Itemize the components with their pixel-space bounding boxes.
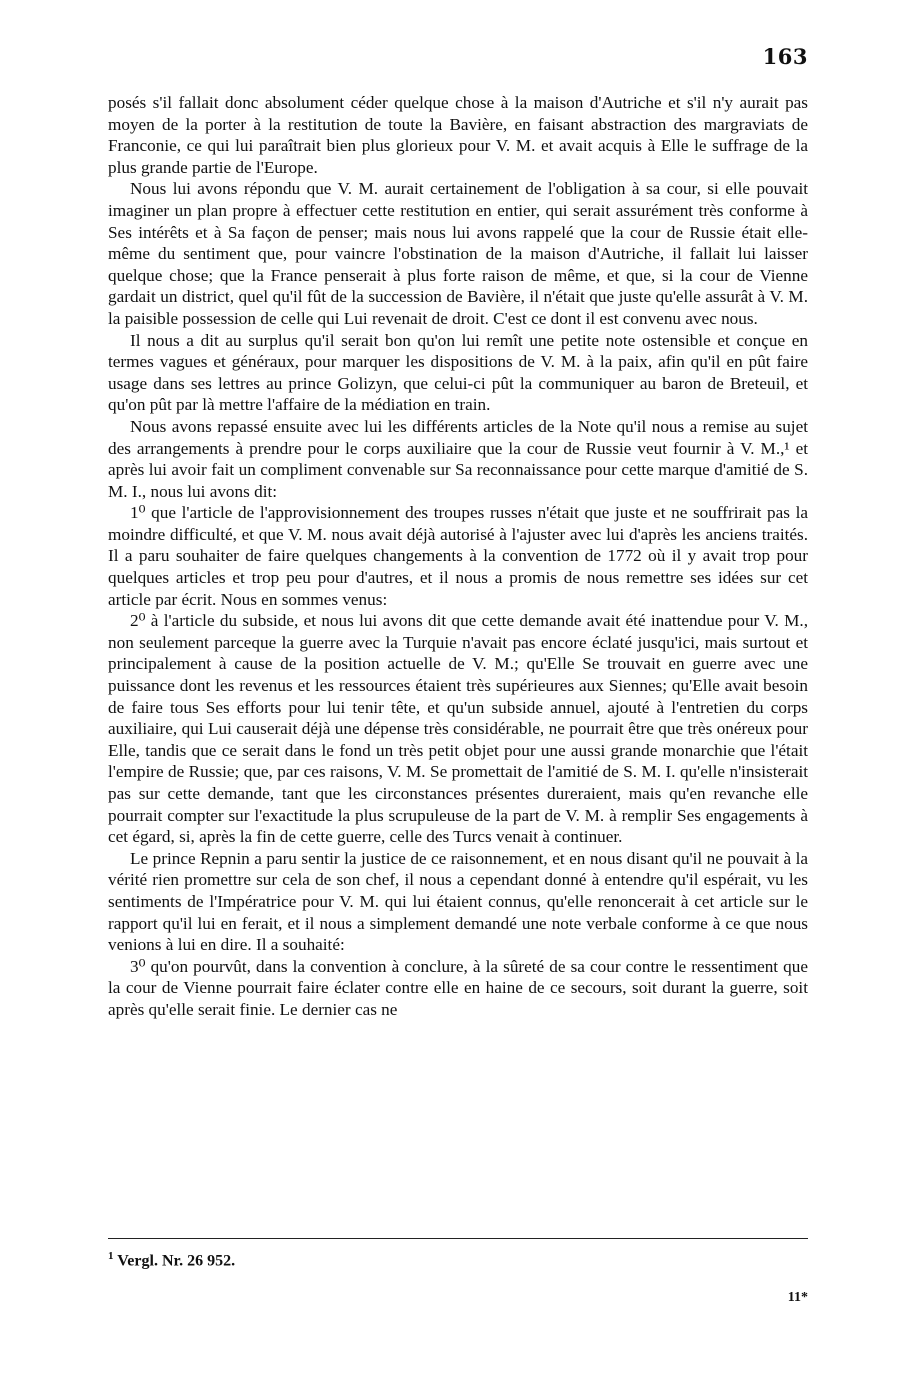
footnote-text: Vergl. Nr. 26 952.	[117, 1252, 236, 1270]
paragraph: 1⁰ que l'article de l'approvisionnement des troupes russes n'était que juste et ne souffrirait pas la moindre difficulté, et que V. M. nous avait déjà autorisé à l'ajuster avec lui d'après les anciens traités. Il a paru souhaiter de faire quelques changements à la convention de 1772 où il y avait trop pour quelques articles et trop peu pour d'autres, et il nous a promis de nous remettre ses idées sur cet article par écrit. Nous en sommes venus:	[108, 503, 808, 609]
paragraph: 3⁰ qu'on pourvût, dans la convention à conclure, à la sûreté de sa cour contre le ressentiment que la cour de Vienne pourrait faire éclater contre elle en haine de ce secours, soit durant la guerre, soit après qu'elle serait finie. Le dernier cas ne	[108, 956, 808, 1019]
footnote-marker: 1	[108, 1250, 114, 1262]
paragraph: Nous lui avons répondu que V. M. aurait certainement de l'obligation à sa cour, si elle pouvait imaginer un plan propre à effectuer cette restitution en entier, qui serait assurément très conforme à Ses intérêts et à Sa façon de penser; mais nous lui avons rappelé que la cour de Russie était elle-même du sentiment que, pour vaincre l'obstination de la maison d'Autriche, il fallait lui laisser quelque chose; que la France penserait à plus forte raison de même, et que, si la cour de Vienne gardait un district, quel qu'il fût de la succession de Bavière, il n'était que juste qu'elle assurât à V. M. la paisible possession de celle qui Lui revenait de droit. C'est ce dont il est convenu avec nous.	[108, 179, 808, 328]
page-number: 163	[762, 44, 808, 69]
body-text	[108, 92, 808, 1021]
signature-mark: 11*	[787, 1290, 808, 1305]
paragraph: 2⁰ à l'article du subside, et nous lui avons dit que cette demande avait été inattendue pour V. M., non seulement parceque la guerre avec la Turquie n'avait pas encore éclaté jusqu'ici, mais surtout et principalement à cause de la position actuelle de V. M.; qu'Elle Se trouvait en guerre avec une puissance dont les revenus et les ressources étaient très supérieures aux Siennes; qu'Elle avait besoin de faire tous Ses efforts pour lui tenir tête, et qu'un subside annuel, ajouté à l'entretien du corps auxiliaire, qui Lui causerait déjà une dépense très considérable, ne pourrait être que très onéreux pour Elle, tandis que ce serait dans le fond un très petit objet pour une aussi grande monarchie que l'était l'empire de Russie; que, par ces raisons, V. M. Se promettait de l'amitié de S. M. I. qu'elle n'insisterait pas sur cette demande, tant que les circonstances présentes dureraient, mais qu'en revanche elle pourrait compter sur l'exactitude la plus scrupuleuse de la part de V. M. à remplir Ses engagements à cet égard, si, après la fin de cette guerre, celle des Turcs venait à continuer.	[108, 611, 808, 847]
footnote	[108, 1250, 808, 1270]
paragraph: posés s'il fallait donc absolument céder quelque chose à la maison d'Autriche et s'il n'y aurait pas moyen de la porter à la restitution de toute la Bavière, en faisant abstraction des margraviats de Franconie, ce qui lui paraîtrait bien plus glorieux pour V. M. et avait acquis à Elle le suffrage de la plus grande partie de l'Europe.	[108, 93, 808, 177]
paragraph: Il nous a dit au surplus qu'il serait bon qu'on lui remît une petite note ostensible et conçue en termes vagues et généraux, pour marquer les dispositions de V. M. à la paix, afin qu'il en pût faire usage dans ses lettres au prince Golizyn, que celui-ci pût la communiquer au baron de Breteuil, et qu'on pût par là mettre l'affaire de la médiation en train.	[108, 330, 808, 415]
paragraph: Nous avons repassé ensuite avec lui les différents articles de la Note qu'il nous a remise au sujet des arrangements à prendre pour le corps auxiliaire que la cour de Russie veut fournir à V. M.,¹ et après lui avoir fait un compliment convenable sur Sa reconnaissance pour cette marque d'amitié de S. M. I., nous lui avons dit:	[108, 416, 808, 501]
paragraph: Le prince Repnin a paru sentir la justice de ce raisonnement, et en nous disant qu'il ne pouvait à la vérité rien promettre sur cela de son chef, il nous a cependant donné à entendre qu'il espérait, vu les sentiments de l'Impératrice pour V. M. qui lui étaient connus, qu'elle renoncerait à cet article sur le rapport qu'il lui en ferait, et il nous a simplement demandé une note verbale conforme à ce que nous venions à lui en dire. Il a souhaité:	[108, 848, 808, 955]
footnote-divider	[108, 1238, 808, 1239]
